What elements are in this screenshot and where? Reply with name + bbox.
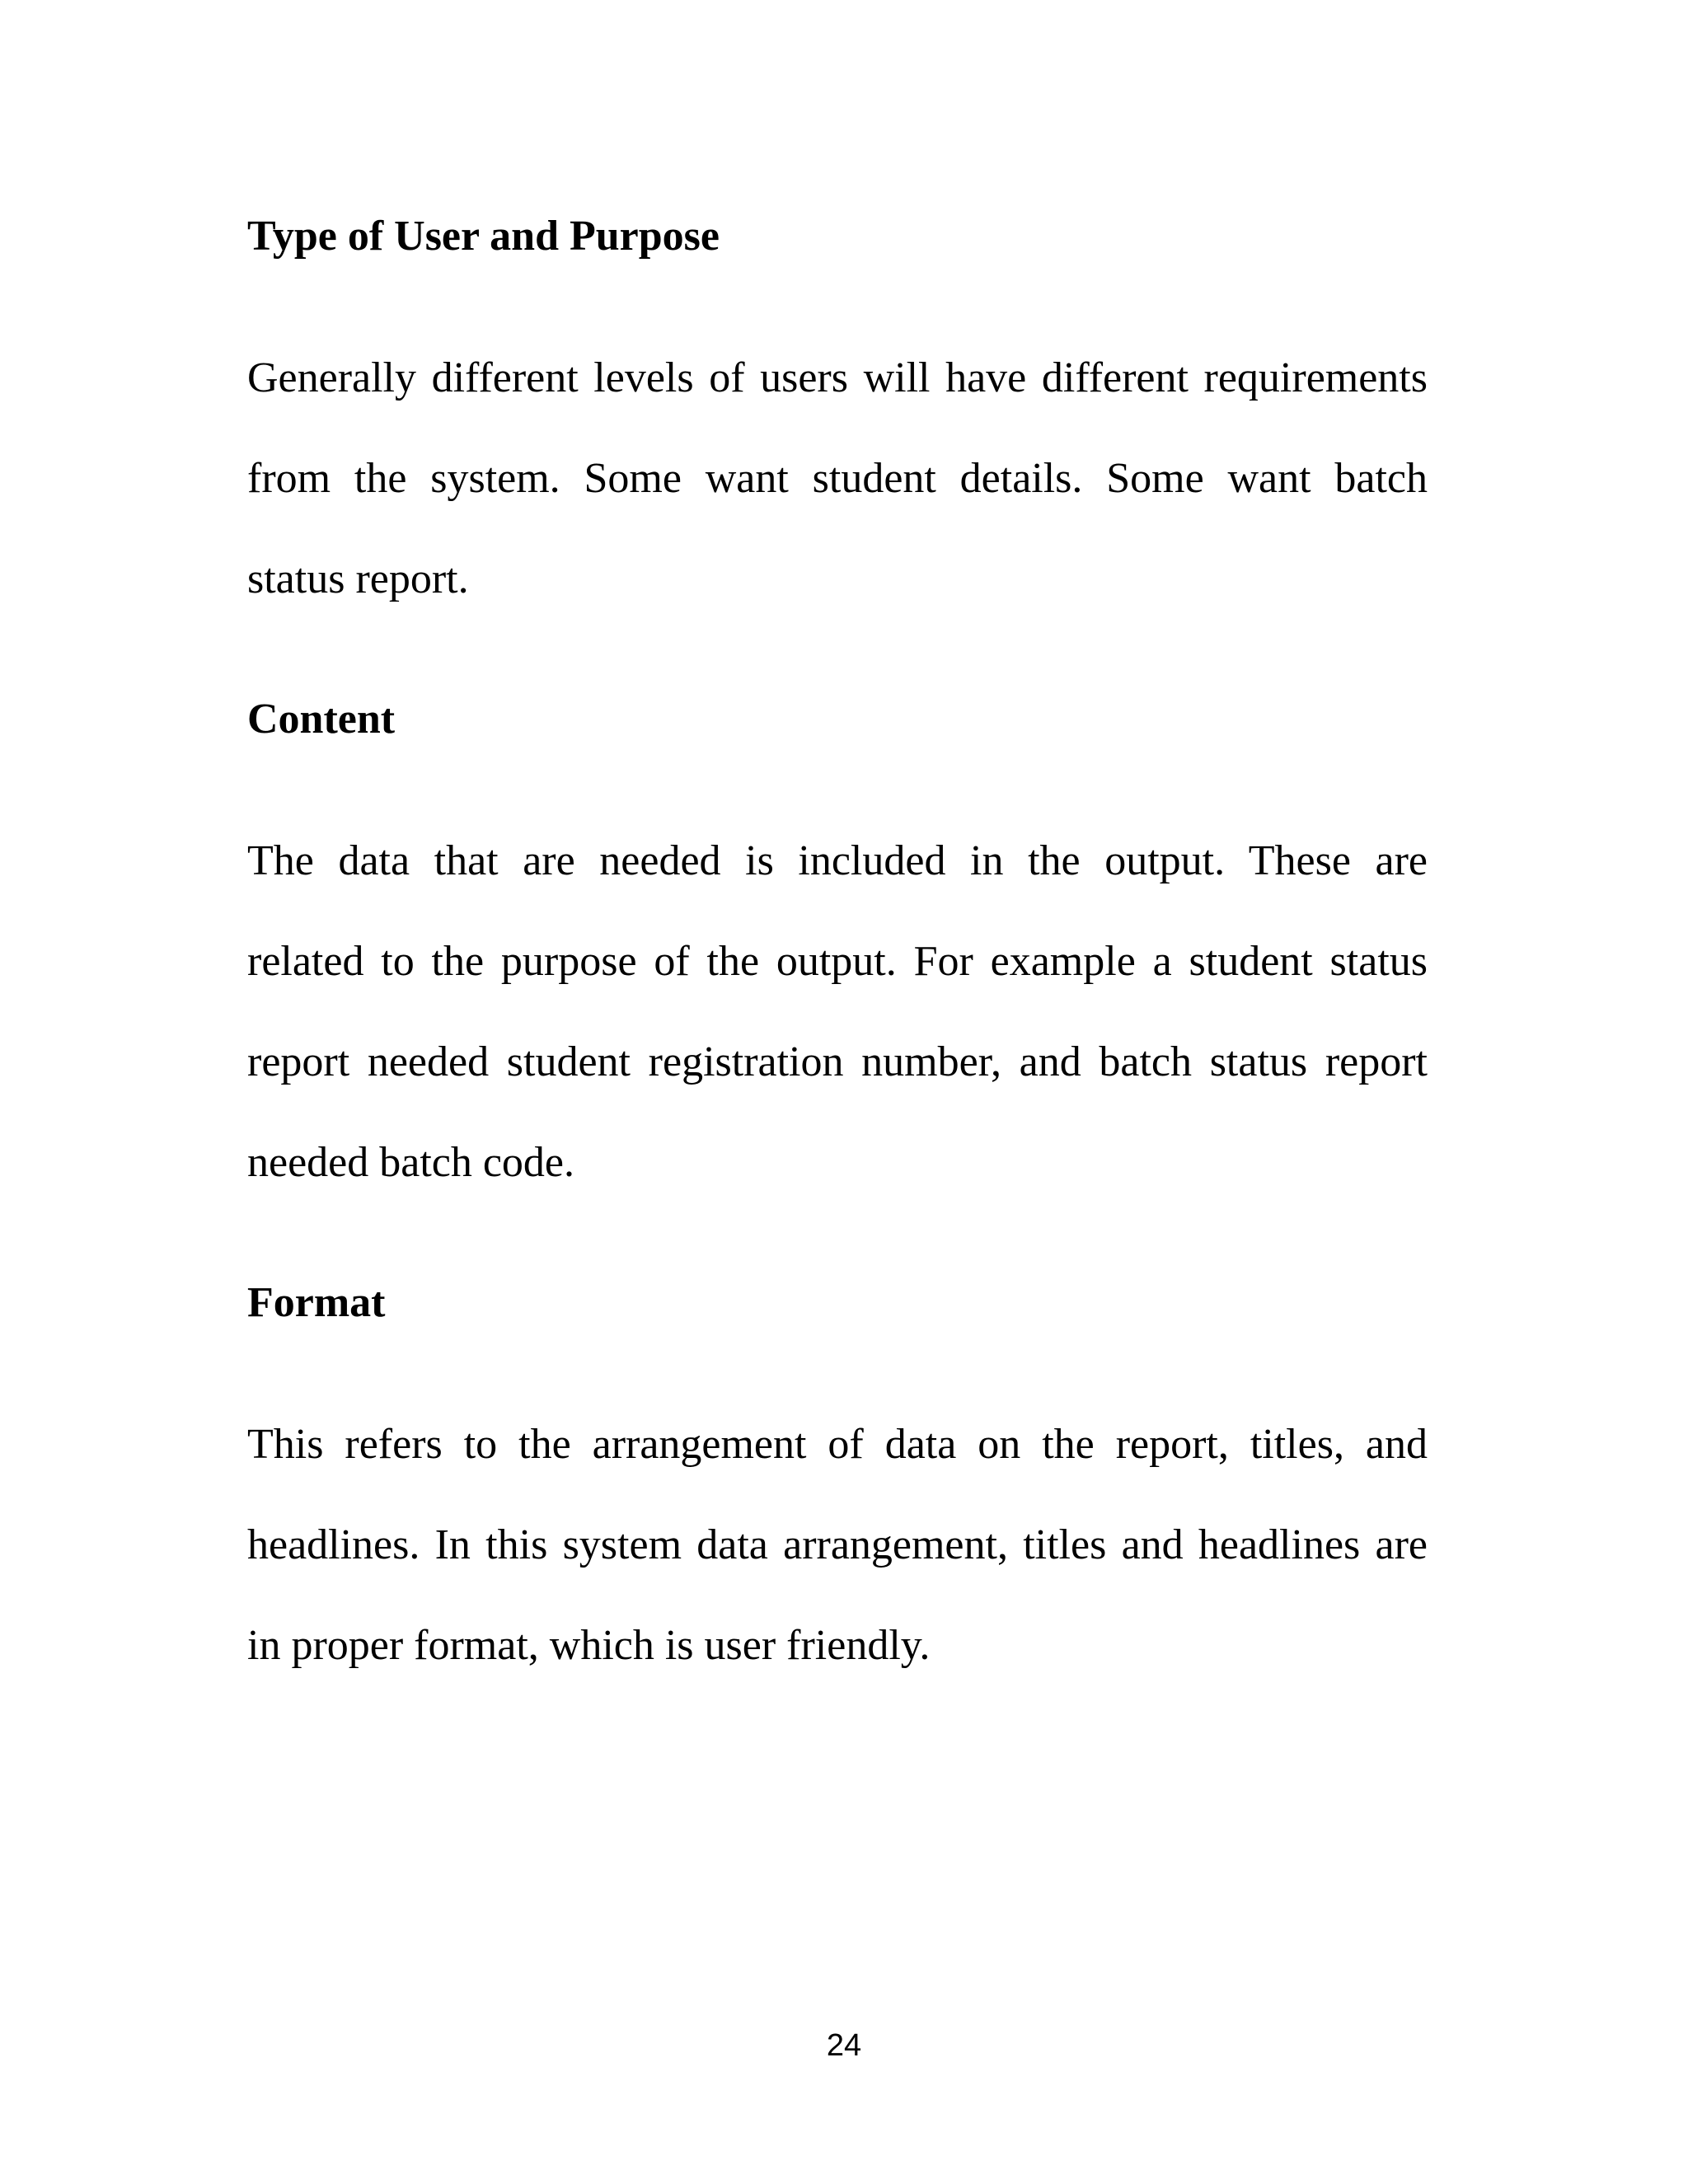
page-number: 24	[826, 2028, 862, 2063]
paragraph-line: status report.	[247, 555, 469, 602]
section-paragraph-type-of-user	[247, 353, 1428, 654]
section-heading-format: Format	[247, 1279, 386, 1326]
paragraph-line: report needed student registration number, and batch status report	[247, 1038, 1428, 1085]
paragraph-line: This refers to the arrangement of data on the report, titles, and	[247, 1421, 1428, 1468]
paragraph-line: in proper format, which is user friendly.	[247, 1622, 931, 1669]
paragraph-line: needed batch code.	[247, 1139, 575, 1186]
paragraph-line: related to the purpose of the output. For example a student status	[247, 938, 1428, 985]
section-heading-type-of-user: Type of User and Purpose	[247, 213, 720, 260]
section-heading-content: Content	[247, 696, 396, 743]
paragraph-line: Generally different levels of users will have different requirements	[247, 354, 1428, 401]
section-paragraph-content	[247, 836, 1428, 1238]
section-paragraph-format	[247, 1419, 1428, 1721]
paragraph-line: The data that are needed is included in the output. These are	[247, 837, 1428, 884]
paragraph-line: headlines. In this system data arrangement, titles and headlines are	[247, 1521, 1428, 1568]
paragraph-line: from the system. Some want student details. Some want batch	[247, 455, 1428, 502]
